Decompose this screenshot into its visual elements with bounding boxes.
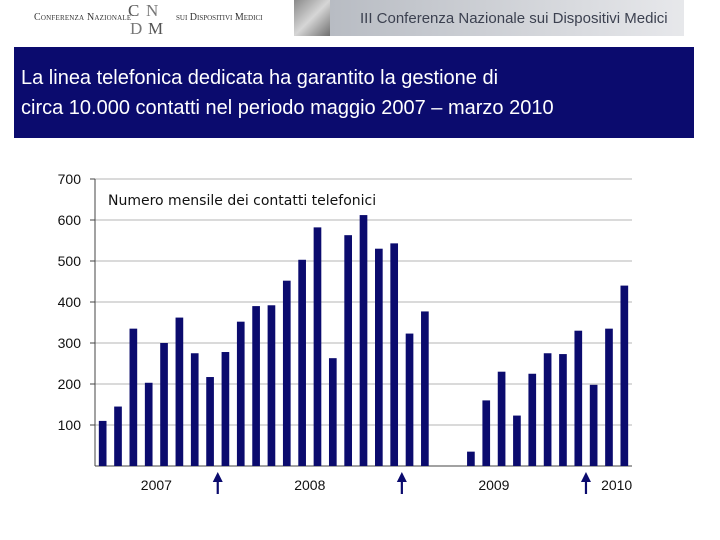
bar bbox=[590, 385, 598, 466]
bar bbox=[574, 331, 582, 466]
bar bbox=[176, 318, 184, 466]
arrow-up-icon bbox=[397, 472, 407, 482]
conference-name: Conferenza Nazionale bbox=[34, 12, 132, 23]
bar bbox=[620, 286, 628, 466]
bar bbox=[390, 243, 398, 466]
bar bbox=[406, 334, 414, 466]
bar bbox=[482, 400, 490, 466]
bar bbox=[206, 377, 214, 466]
bar bbox=[498, 372, 506, 466]
bar bbox=[559, 354, 567, 466]
bar bbox=[160, 343, 168, 466]
y-tick-label: 100 bbox=[57, 417, 81, 433]
y-tick-label: 400 bbox=[57, 294, 81, 310]
bar bbox=[360, 215, 368, 466]
y-tick-label: 700 bbox=[57, 171, 81, 187]
bar bbox=[130, 329, 138, 466]
logo-letter-c: C bbox=[128, 1, 140, 20]
logo-letter-n: N bbox=[146, 1, 159, 20]
bar bbox=[114, 407, 122, 466]
bar bbox=[467, 452, 475, 466]
y-tick-label: 200 bbox=[57, 376, 81, 392]
logo-letter-d: D bbox=[130, 19, 143, 36]
x-year-label: 2010 bbox=[601, 477, 633, 493]
slide-title-line-2: circa 10.000 contatti nel periodo maggio 2007 – marzo 2010 bbox=[21, 97, 554, 119]
arrow-up-icon bbox=[213, 472, 223, 482]
logo-letter-m: M bbox=[148, 19, 164, 36]
bar bbox=[329, 358, 337, 466]
bar bbox=[605, 329, 613, 466]
y-tick-label: 600 bbox=[57, 212, 81, 228]
bar bbox=[513, 416, 521, 466]
bar bbox=[237, 322, 245, 466]
bar bbox=[344, 235, 352, 466]
bar bbox=[145, 383, 153, 466]
bar bbox=[298, 260, 306, 466]
banner-text: III Conferenza Nazionale sui Dispositivi Medici bbox=[360, 10, 668, 27]
chart-title: Numero mensile dei contatti telefonici bbox=[108, 193, 377, 209]
bar bbox=[222, 352, 230, 466]
bar bbox=[375, 249, 383, 466]
slide-title-line-1: La linea telefonica dedicata ha garantito la gestione di bbox=[21, 67, 499, 89]
bar bbox=[421, 311, 429, 466]
x-year-label: 2009 bbox=[478, 477, 510, 493]
conference-subtitle: sui Dispositivi Medici bbox=[176, 12, 263, 23]
bar bbox=[283, 281, 291, 466]
x-year-label: 2008 bbox=[294, 477, 326, 493]
bar bbox=[268, 305, 276, 466]
bar bbox=[252, 306, 260, 466]
y-tick-label: 300 bbox=[57, 335, 81, 351]
bar bbox=[314, 227, 322, 466]
x-year-label: 2007 bbox=[140, 477, 172, 493]
bar bbox=[191, 353, 199, 466]
arrow-up-icon bbox=[581, 472, 591, 482]
y-tick-label: 500 bbox=[57, 253, 81, 269]
bar bbox=[544, 353, 552, 466]
bar bbox=[99, 421, 107, 466]
bar bbox=[528, 374, 536, 466]
